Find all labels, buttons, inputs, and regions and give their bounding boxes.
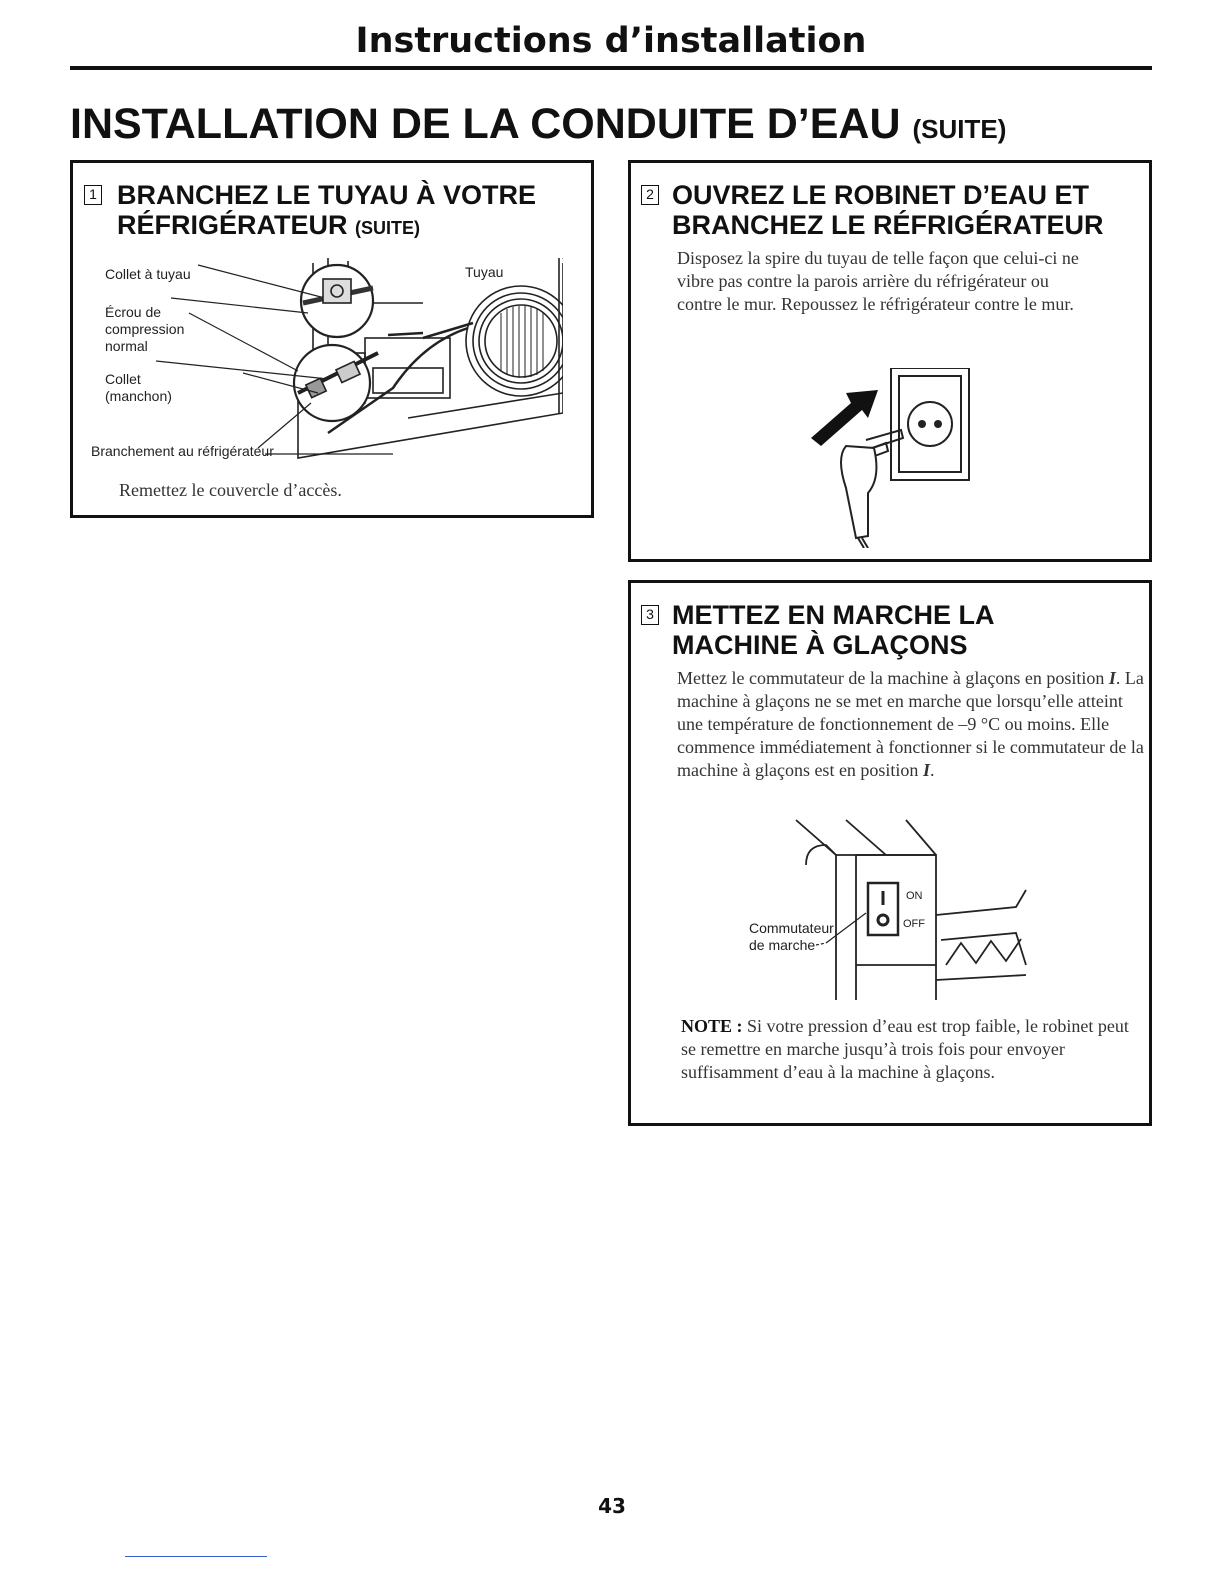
step1-box [70, 160, 594, 518]
step3-title [672, 600, 994, 660]
step1-title [117, 180, 536, 243]
label-ecrou: Écrou de compression normal [105, 304, 185, 354]
section-title-suffix: (SUITE) [912, 114, 1007, 144]
step2-title [672, 180, 1104, 240]
note-label: NOTE : [681, 1016, 743, 1036]
plug-outlet-illustration [806, 368, 976, 548]
page-header: Instructions d’installation [355, 21, 867, 61]
step3-number: 3 [641, 605, 659, 625]
label-commutateur: Commutateur de marche [749, 920, 834, 953]
step2-title-line2: BRANCHEZ LE RÉFRIGÉRATEUR [672, 210, 1104, 240]
step3-text: Mettez le commutateur de la machine à glaçons en position I. La machine à glaçons ne se met en marche que lorsqu’elle atteint une température de fonctionnement de –9 °C ou moins. Elle commence immédiatement à fonctionner si le commutateur de la machine à glaçons est en position I. [677, 668, 1144, 780]
step1-title-line1: BRANCHEZ LE TUYAU À VOTRE [117, 180, 537, 210]
label-branchement: Branchement au réfrigérateur [91, 443, 274, 459]
header-rule [70, 66, 1152, 70]
step1-title-line2: RÉFRIGÉRATEUR (SUITE) [117, 210, 421, 240]
label-collet-tuyau: Collet à tuyau [105, 266, 191, 282]
step2-number: 2 [641, 185, 659, 205]
step2-text: Disposez la spire du tuyau de telle façon que celui-ci ne vibre pas contre la parois arrière du réfrigérateur ou contre le mur. Repoussez le réfrigérateur contre le mur. [677, 248, 1079, 314]
step2-title-line1: OUVREZ LE ROBINET D’EAU ET [672, 180, 1090, 210]
footer-link-line [125, 1556, 267, 1557]
step3-note: NOTE : Si votre pression d’eau est trop faible, le robinet peut se remettre en marche jusqu’à trois fois pour envoyer suffisamment d’eau à la machine à glaçons. [681, 1016, 1129, 1082]
label-collet-manchon: Collet (manchon) [105, 371, 172, 404]
page-number: 43 [598, 1494, 626, 1518]
step1-text: Remettez le couvercle d’accès. [119, 480, 342, 500]
icemaker-illustration [786, 815, 1046, 1005]
label-tuyau: Tuyau [465, 264, 504, 280]
step3-title-line2: MACHINE À GLAÇONS [672, 630, 968, 660]
section-title [70, 98, 1006, 155]
label-on: ON [906, 890, 923, 902]
label-off: OFF [903, 918, 925, 930]
step2-box [628, 160, 1152, 562]
step3-box [628, 580, 1152, 1126]
step3-title-line1: METTEZ EN MARCHE LA [672, 600, 995, 630]
step1-number: 1 [84, 185, 102, 205]
section-title-main: INSTALLATION DE LA CONDUITE D’EAU [70, 100, 901, 148]
